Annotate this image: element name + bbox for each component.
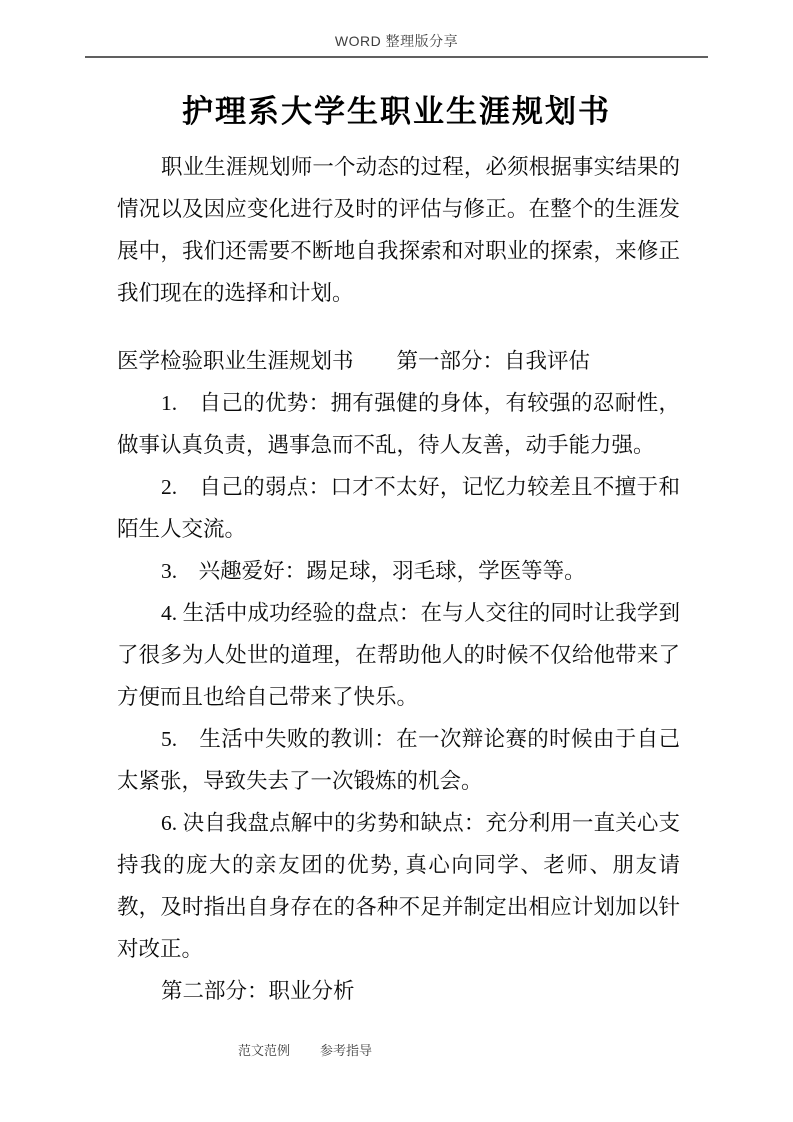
header-text: WORD 整理版分享: [334, 33, 459, 49]
list-item-4: 4. 生活中成功经验的盘点：在与人交往的同时让我学到了很多为人处世的道理，在帮助他人的时候不仅给他带来了方便而且也给自己带来了快乐。: [117, 601, 680, 709]
list-item-1: 1. 自己的优势：拥有强健的身体，有较强的忍耐性，做事认真负责，遇事急而不乱，待人友善，动手能力强。: [117, 391, 680, 457]
list-item-2: 2. 自己的弱点：口才不太好，记忆力较差且不擅于和陌生人交流。: [117, 475, 680, 541]
document-body: [117, 146, 680, 1012]
list-item-3: 3. 兴趣爱好：踢足球，羽毛球，学医等等。: [161, 559, 586, 583]
page-header: [0, 31, 793, 51]
page-footer: [238, 1040, 372, 1059]
list-item-6: 6. 决自我盘点解中的劣势和缺点：充分利用一直关心支持我的庞大的亲友团的优势, 真心向同学、老师、朋友请教，及时指出自身存在的各种不足并制定出相应计划加以针对改正。: [117, 811, 680, 961]
document-title: 护理系大学生职业生涯规划书: [182, 94, 611, 129]
section2-heading: 第二部分：职业分析: [161, 979, 355, 1003]
footer-label-left: 范文范例: [238, 1043, 291, 1058]
intro-paragraph: 职业生涯规划师一个动态的过程，必须根据事实结果的情况以及因应变化进行及时的评估与修正。在整个的生涯发展中，我们还需要不断地自我探索和对职业的探索，来修正我们现在的选择和计划。: [117, 155, 680, 305]
list-item-5: 5. 生活中失败的教训：在一次辩论赛的时候由于自己太紧张，导致失去了一次锻炼的机会。: [117, 727, 680, 793]
footer-label-right: 参考指导: [320, 1043, 373, 1058]
section-heading-line: 医学检验职业生涯规划书 第一部分：自我评估: [117, 349, 591, 373]
header-rule: [85, 56, 708, 58]
